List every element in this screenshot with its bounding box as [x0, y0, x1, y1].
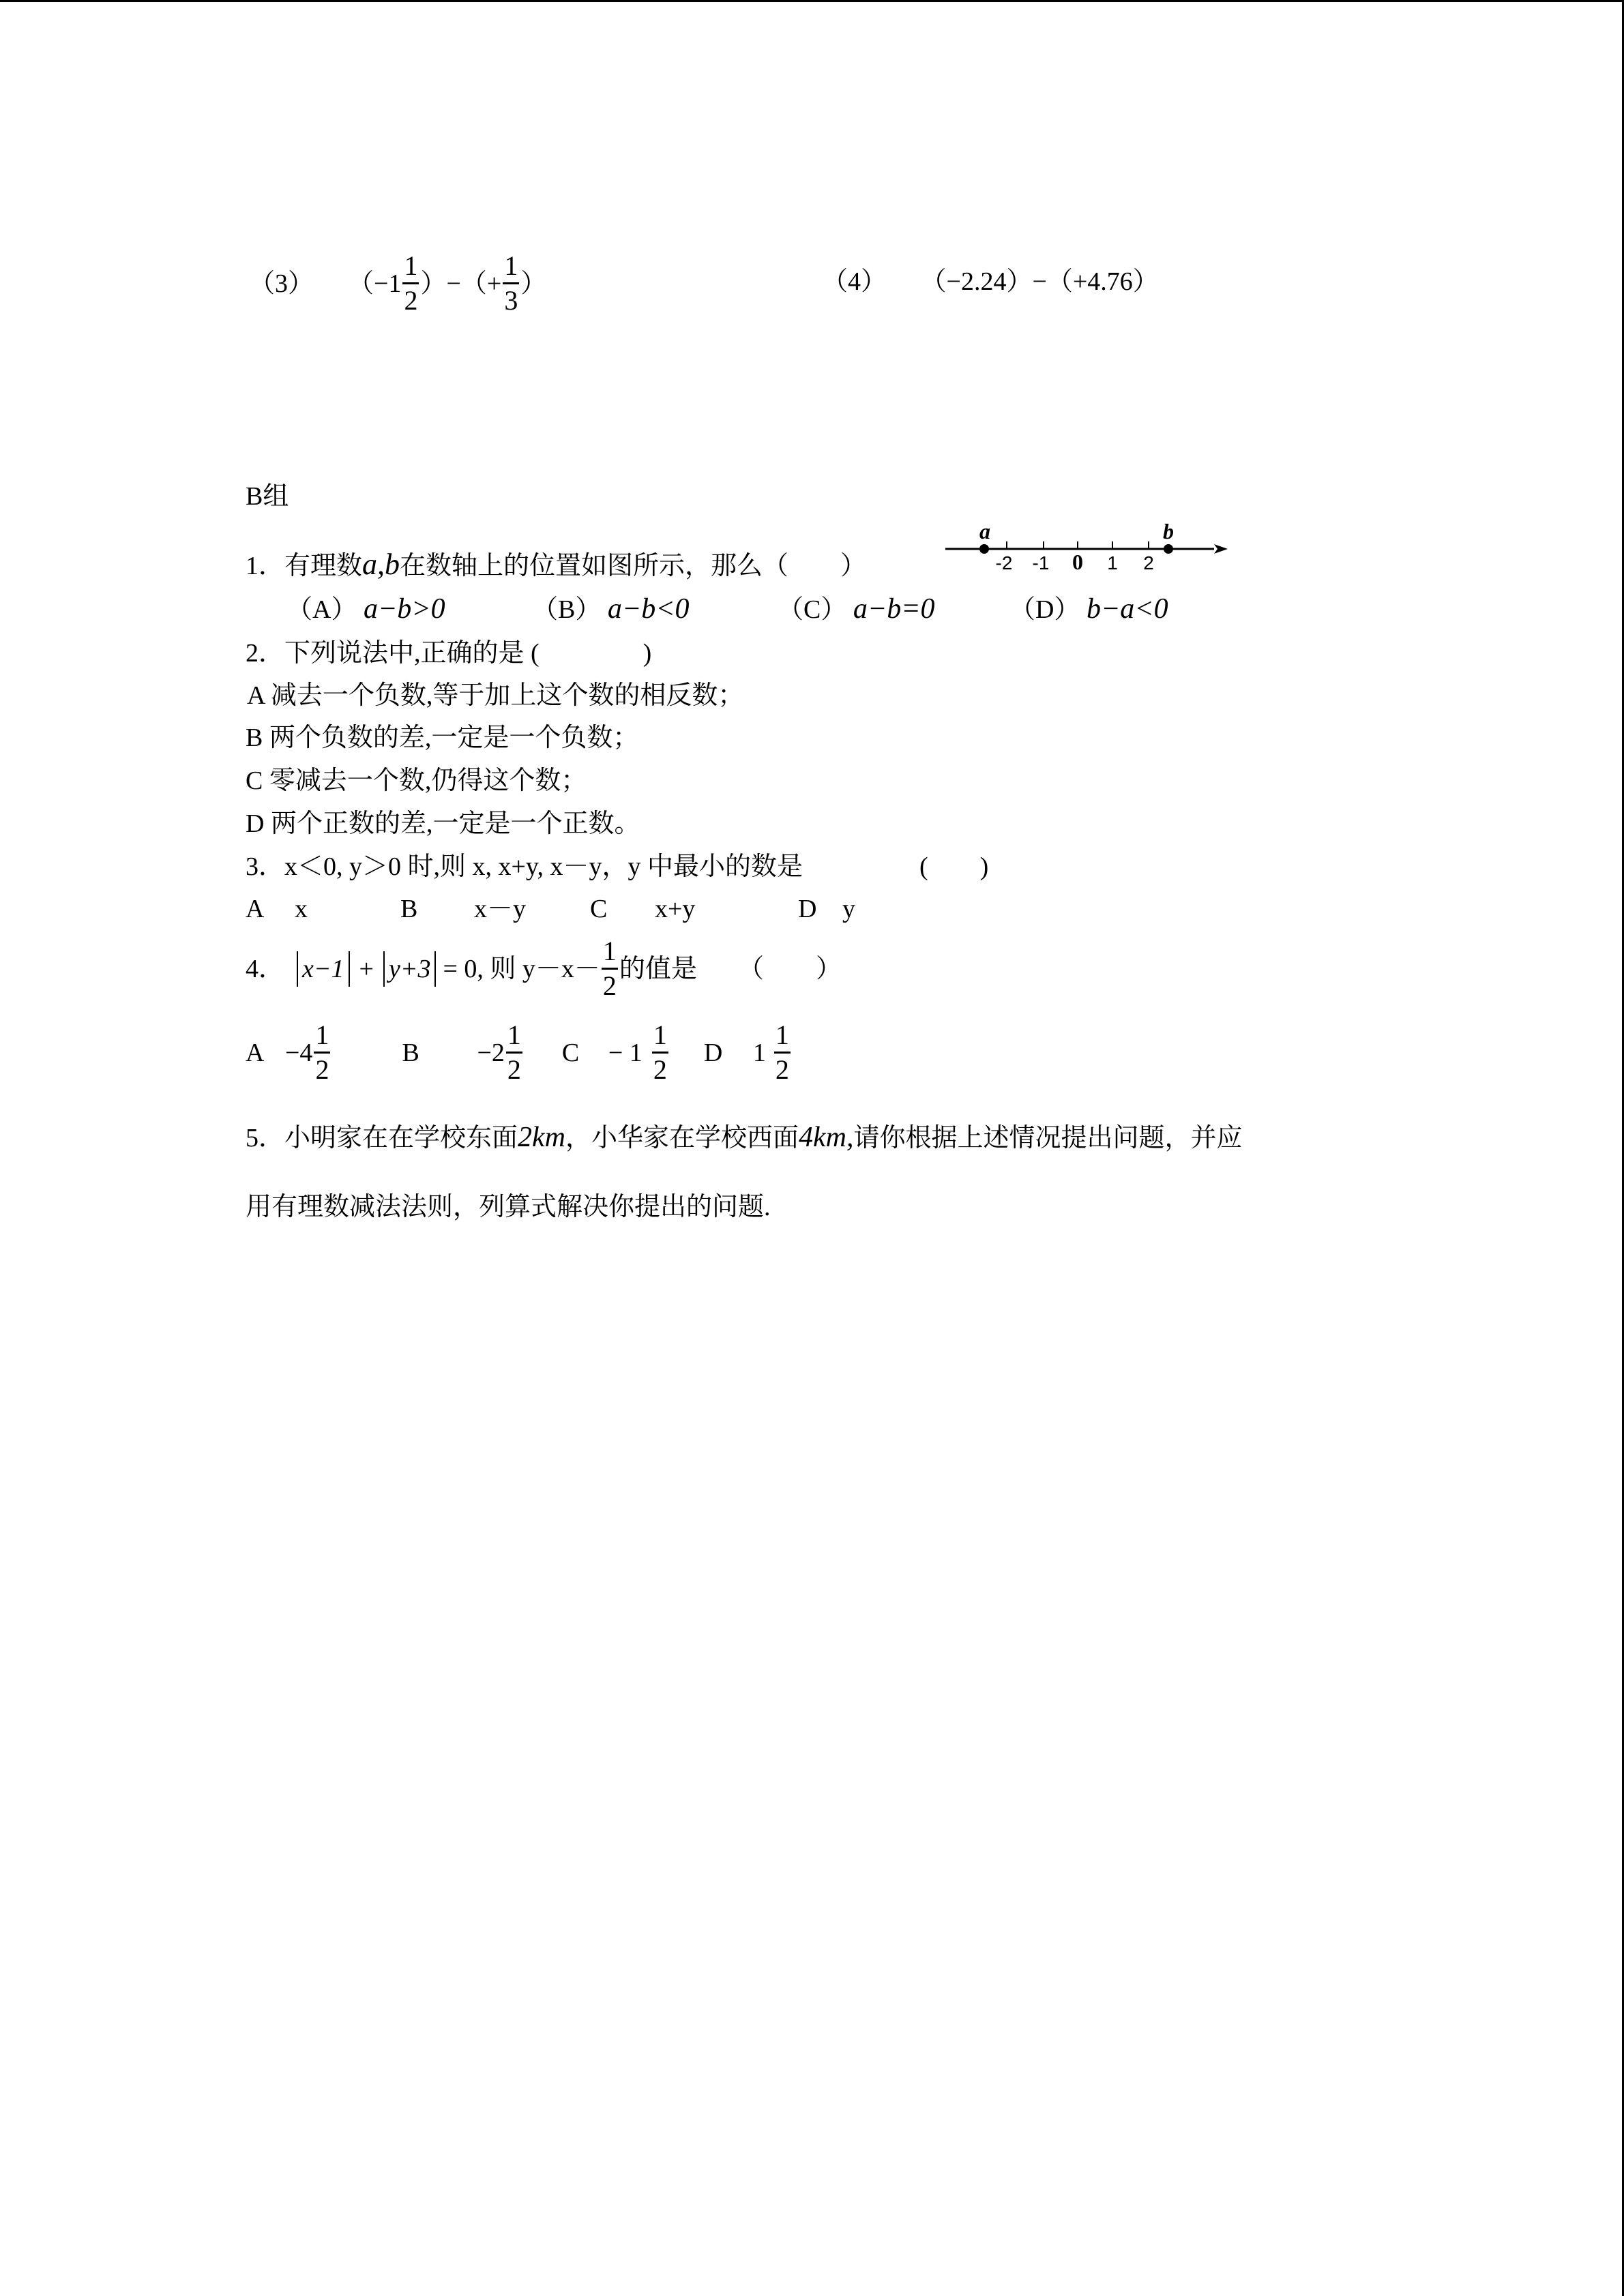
option-c: [778, 593, 1009, 625]
fraction: [503, 252, 519, 314]
expr-part: = 0, 则 y－x－: [443, 954, 600, 983]
absolute-value: x−1: [297, 951, 350, 987]
number-line-figure: [941, 518, 1228, 573]
svg-text:0: 0: [1072, 550, 1083, 573]
option-label: （B）: [532, 595, 602, 624]
option-whole: −4: [285, 1038, 313, 1067]
option-value: x+y: [655, 895, 696, 923]
question-2-option-c: C 零减去一个数,仍得这个数；: [246, 766, 587, 795]
option-label: D: [798, 895, 817, 923]
question-2-option-d: D 两个正数的差,一定是一个正数。: [246, 809, 640, 838]
answer-blank: （ ）: [737, 954, 842, 983]
option-label: （C）: [778, 595, 847, 624]
expr-part: 的值是: [619, 954, 697, 983]
option-label: B: [400, 895, 418, 923]
expr-part: ）−（+: [420, 269, 502, 298]
option-expr: a−b>0: [363, 593, 445, 625]
denominator: 2: [315, 1054, 329, 1085]
svg-text:b: b: [1163, 519, 1174, 543]
stem-text: 1．有理数: [246, 552, 363, 580]
option-expr: a−b<0: [607, 593, 690, 625]
item-label: （3）: [249, 269, 314, 298]
exercise-item-3: [249, 252, 546, 314]
absolute-value: y+3: [383, 951, 437, 987]
question-number: 4．: [246, 954, 285, 983]
fraction: [506, 1019, 522, 1085]
page-top-border: [0, 0, 1624, 2]
denominator: 2: [775, 1054, 789, 1085]
fraction: [602, 938, 618, 1000]
svg-text:a: a: [979, 519, 990, 543]
option-label: （D）: [1009, 595, 1080, 624]
denominator: 2: [653, 1054, 667, 1085]
section-title: B组: [246, 482, 289, 511]
stem-text: 在数轴上的位置如图所示，那么（ ）: [400, 552, 867, 580]
answer-blank: ( ): [919, 852, 989, 881]
option-b: [532, 593, 778, 625]
question-5-line-2: 用有理数减法法则，列算式解决你提出的问题.: [246, 1193, 771, 1221]
numerator: 1: [503, 252, 519, 284]
option-label: （A）: [286, 595, 357, 624]
denominator: 2: [507, 1054, 521, 1085]
numerator: 1: [652, 1022, 668, 1054]
question-2-option-a: A 减去一个负数,等于加上这个数的相反数；: [247, 681, 744, 710]
question-1-stem: [246, 549, 866, 582]
numerator: 1: [314, 1022, 330, 1054]
distance-value: 4km,: [799, 1122, 854, 1153]
svg-text:-1: -1: [1032, 552, 1050, 573]
numerator: 1: [602, 938, 618, 970]
stem-text: 请你根据上述情况提出问题，并应: [853, 1124, 1243, 1152]
question-1-options: [286, 593, 1168, 625]
distance-value: 2km: [518, 1122, 565, 1153]
exercise-item-4: [822, 266, 1159, 297]
question-4-stem: [246, 938, 842, 1000]
option-d: [1009, 593, 1168, 625]
fraction: [652, 1019, 668, 1085]
option-label: C: [590, 895, 608, 923]
expr-part: ）: [520, 269, 547, 298]
question-2-stem: 2．下列说法中,正确的是 ( ): [246, 639, 652, 668]
option-whole: 1: [752, 1038, 766, 1067]
option-label: A: [246, 895, 265, 923]
expr-part: （−1: [348, 269, 402, 298]
question-3-stem: 3．x＜0, y＞0 时,则 x, x+y, x－y，y 中最小的数是: [246, 852, 803, 881]
arrow-icon: [1214, 544, 1228, 554]
stem-text: ，小华家在学校西面: [565, 1124, 799, 1152]
question-3-options: [246, 893, 855, 925]
svg-text:2: 2: [1143, 552, 1154, 573]
stem-text: 5．小明家在在学校东面: [246, 1124, 518, 1152]
option-label: C: [561, 1038, 580, 1067]
stem-vars: a,b: [362, 548, 400, 581]
operator: +: [359, 954, 374, 983]
question-4-options: [246, 1019, 792, 1085]
numerator: 1: [402, 252, 419, 284]
numerator: 1: [506, 1022, 522, 1054]
option-label: D: [703, 1038, 723, 1067]
denominator: 3: [504, 285, 518, 316]
denominator: 2: [602, 970, 617, 1001]
option-whole: − 1: [608, 1038, 643, 1067]
option-value: x: [295, 895, 308, 923]
option-expr: a−b=0: [853, 593, 935, 625]
option-label: B: [402, 1038, 419, 1067]
item-label: （4）: [822, 267, 887, 296]
svg-text:-2: -2: [995, 552, 1013, 573]
option-whole: −2: [477, 1038, 505, 1067]
expression: （−2.24）−（+4.76）: [920, 267, 1159, 296]
numerator: 1: [774, 1022, 791, 1054]
question-2-option-b: B 两个负数的差,一定是一个负数；: [246, 724, 639, 752]
fraction: [314, 1019, 330, 1085]
option-a: [286, 593, 532, 625]
question-5-line-1: [246, 1122, 1243, 1154]
option-value: x－y: [474, 895, 527, 923]
option-expr: b−a<0: [1086, 593, 1168, 625]
denominator: 2: [404, 285, 418, 316]
svg-text:1: 1: [1107, 552, 1118, 573]
option-value: y: [842, 895, 855, 923]
option-label: A: [246, 1038, 265, 1067]
fraction: [402, 252, 419, 314]
fraction: [774, 1019, 791, 1085]
